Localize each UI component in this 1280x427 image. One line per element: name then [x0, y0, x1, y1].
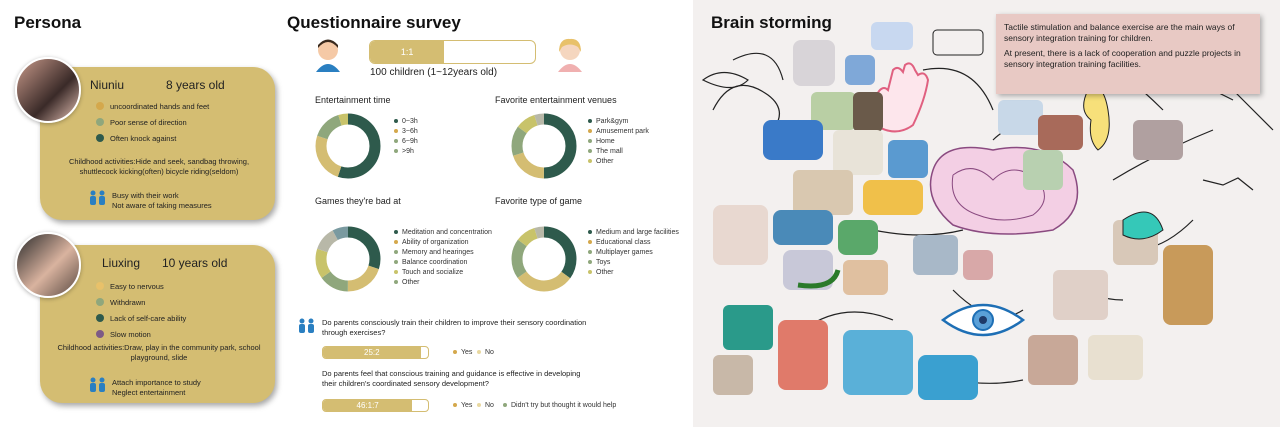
- parents-icon: [87, 377, 109, 393]
- legend-item: 6~9h: [394, 136, 418, 146]
- legend-item: Home: [588, 136, 649, 146]
- legend-item: Educational class: [588, 237, 679, 247]
- legend-item: Amusement park: [588, 126, 649, 136]
- persona-age: 8 years old: [166, 78, 225, 92]
- ratio-label: 1:1: [370, 41, 444, 63]
- legend-item: >9h: [394, 146, 418, 156]
- donut-chart-bad-games: [314, 225, 382, 293]
- parents-note: Attach importance to study Neglect entertainment: [112, 378, 201, 397]
- note-text-2: At present, there is a lack of cooperation and puzzle projects in sensory integration training facilities.: [1004, 48, 1241, 69]
- donut-chart-entertainment-time: [314, 112, 382, 180]
- parents-icon: [87, 190, 109, 206]
- q2-bar: [322, 399, 429, 412]
- trait-item: Poor sense of direction: [96, 114, 209, 130]
- legend-no: No: [477, 347, 494, 357]
- question-1: Do parents consciously train their children to improve their sensory coordination through exercises?: [322, 318, 587, 337]
- legend-didnt-try: Didn't try but thought it would help: [503, 400, 616, 410]
- parents-note: Busy with their work Not aware of taking measures: [112, 191, 212, 210]
- childhood-activities: Childhood activities:Hide and seek, sandbag throwing, shuttlecock kicking(often) bicycle riding(seldom): [68, 157, 250, 176]
- childhood-activities: Childhood activities:Draw, play in the community park, school playground, slide: [57, 343, 261, 362]
- legend-item: Memory and hearinges: [394, 247, 492, 257]
- legend-item: 0~3h: [394, 116, 418, 126]
- sticky-note: [996, 14, 1260, 94]
- trait-item: Slow motion: [96, 326, 186, 342]
- legend-item: Multiplayer games: [588, 247, 679, 257]
- donut-chart-venues: [510, 112, 578, 180]
- legend-item: Ability of organization: [394, 237, 492, 247]
- chart-legend: [588, 227, 679, 277]
- chart-title: Entertainment time: [315, 95, 391, 105]
- persona-title: Persona: [14, 13, 82, 32]
- trait-item: Lack of self-care ability: [96, 310, 186, 326]
- q2-ratio: 46:1:7: [323, 400, 412, 411]
- persona-age: 10 years old: [162, 256, 228, 270]
- question-2: Do parents feel that conscious training and guidance is effective in developing their children's coordinated sensory development?: [322, 369, 581, 388]
- legend-item: Other: [588, 156, 649, 166]
- legend-item: Other: [394, 277, 492, 287]
- sample-size: 100 children (1~12years old): [370, 67, 498, 78]
- trait-item: Withdrawn: [96, 294, 186, 310]
- parents-icon: [296, 318, 318, 334]
- trait-item: Easy to nervous: [96, 278, 186, 294]
- legend-yes: Yes: [453, 347, 472, 357]
- persona-name: Liuxing: [102, 256, 141, 270]
- persona-name: Niuniu: [90, 78, 125, 92]
- legend-item: Medium and large facilities: [588, 227, 679, 237]
- chart-title: Favorite type of game: [495, 196, 583, 206]
- avatar: [15, 57, 81, 123]
- legend-yes: Yes: [453, 400, 472, 410]
- survey-title: Questionnaire survey: [287, 13, 461, 32]
- note-text-1: Tactile stimulation and balance exercise are the main ways of sensory integration training for children.: [1004, 22, 1235, 43]
- chart-title: Favorite entertainment venues: [495, 95, 617, 105]
- legend-item: Balance coordination: [394, 257, 492, 267]
- q1-ratio: 25:2: [323, 347, 421, 358]
- trait-item: uncoordinated hands and feet: [96, 98, 209, 114]
- chart-legend: [394, 116, 418, 156]
- legend-item: Toys: [588, 257, 679, 267]
- legend-item: The mall: [588, 146, 649, 156]
- gender-ratio-bar: [369, 40, 536, 64]
- trait-list: [96, 278, 186, 342]
- legend-no: No: [477, 400, 494, 410]
- legend-item: Park&gym: [588, 116, 649, 126]
- girl-icon: [556, 38, 584, 72]
- legend-item: Meditation and concentration: [394, 227, 492, 237]
- legend-item: 3~6h: [394, 126, 418, 136]
- trait-item: Often knock against: [96, 130, 209, 146]
- q1-bar: [322, 346, 429, 359]
- chart-legend: [588, 116, 649, 166]
- boy-icon: [314, 38, 342, 72]
- brainstorm-title: Brain storming: [711, 13, 832, 32]
- legend-item: Touch and socialize: [394, 267, 492, 277]
- avatar: [15, 232, 81, 298]
- trait-list: [96, 98, 209, 146]
- donut-chart-game-type: [510, 225, 578, 293]
- chart-legend: [394, 227, 492, 287]
- legend-item: Other: [588, 267, 679, 277]
- chart-title: Games they're bad at: [315, 196, 401, 206]
